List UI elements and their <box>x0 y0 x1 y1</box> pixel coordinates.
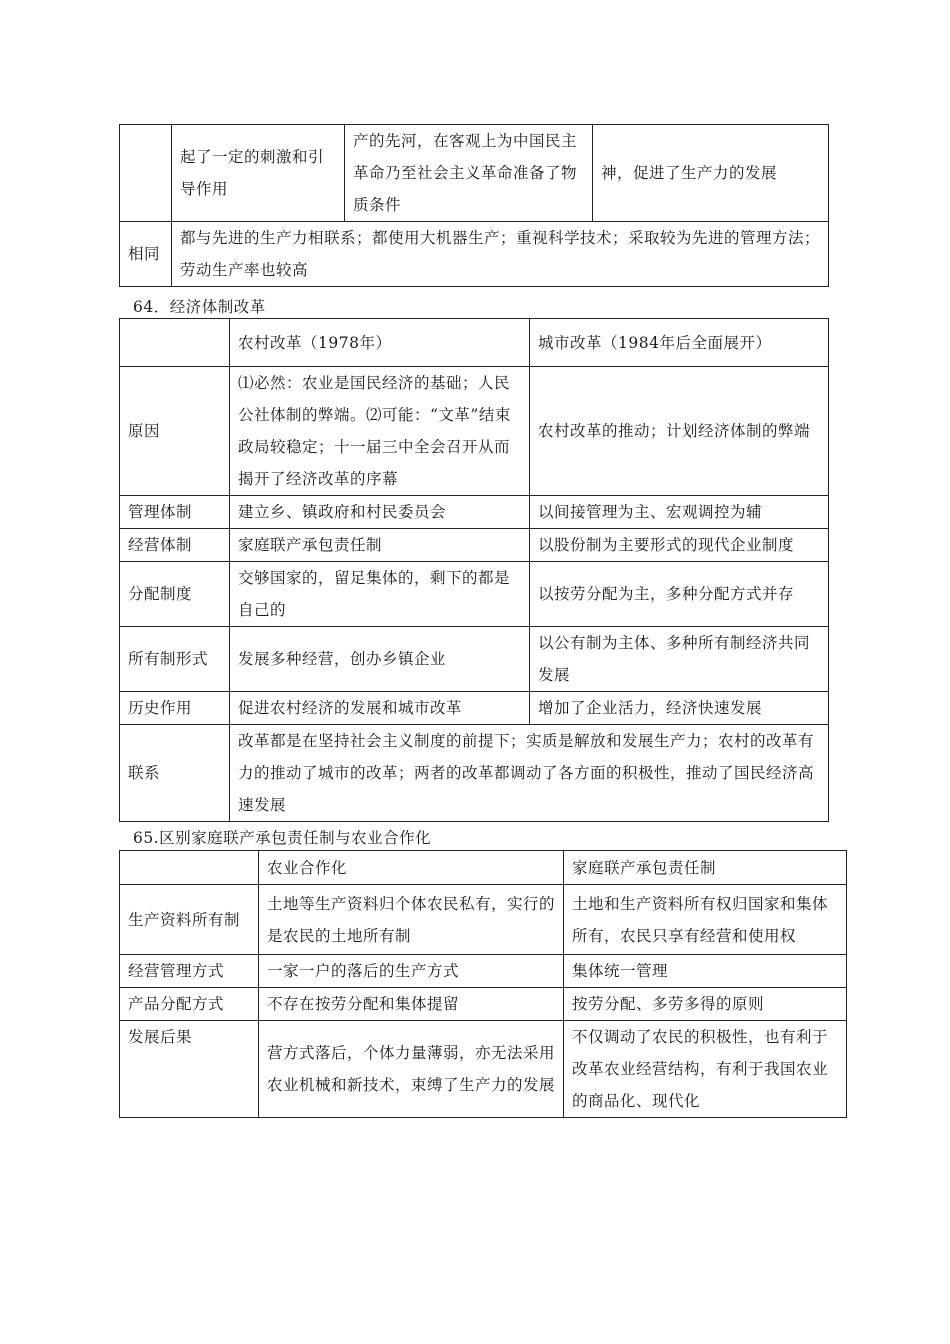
table-row <box>120 125 829 222</box>
table-row <box>120 692 829 725</box>
cell-text: 建立乡、镇政府和村民委员会 <box>230 496 530 529</box>
cell-text: 增加了企业活力，经济快速发展 <box>530 692 829 725</box>
table-row <box>120 955 847 988</box>
cell-text: 产的先河，在客观上为中国民主革命乃至社会主义革命准备了物质条件 <box>345 125 593 222</box>
cell-text: 以公有制为主体、多种所有制经济共同发展 <box>530 627 829 692</box>
table-header-row <box>120 319 829 367</box>
row-label: 产品分配方式 <box>120 988 259 1021</box>
cell-text: ⑴必然：农业是国民经济的基础；人民公社体制的弊端。⑵可能：“文革”结束政局较稳定；十一届三中全会召开从而揭开了经济改革的序幕 <box>230 367 530 496</box>
table-row <box>120 988 847 1021</box>
cell-text: 农村改革的推动；计划经济体制的弊端 <box>530 367 829 496</box>
header-cell <box>120 851 259 885</box>
cell-text: 土地和生产资料所有权归国家和集体所有，农民只享有经营和使用权 <box>564 885 847 955</box>
cell-text: 神，促进了生产力的发展 <box>593 125 829 222</box>
cell-text: 营方式落后，个体力量薄弱，亦无法采用农业机械和新技术，束缚了生产力的发展 <box>259 1021 564 1118</box>
header-cell: 农村改革（1978年） <box>230 319 530 367</box>
table-row <box>120 725 829 822</box>
row-label: 原因 <box>120 367 230 496</box>
cell-text: 促进农村经济的发展和城市改革 <box>230 692 530 725</box>
cell-text: 按劳分配、多劳多得的原则 <box>564 988 847 1021</box>
cell-text: 改革都是在坚持社会主义制度的前提下；实质是解放和发展生产力；农村的改革有力的推动了城市的改革；两者的改革都调动了各方面的积极性，推动了国民经济高速发展 <box>230 725 829 822</box>
row-label: 发展后果 <box>120 1021 259 1118</box>
cell-text: 以股份制为主要形式的现代企业制度 <box>530 529 829 562</box>
table-row <box>120 222 829 287</box>
section-caption: 65.区别家庭联产承包责任制与农业合作化 <box>133 829 432 847</box>
table-row <box>120 885 847 955</box>
header-cell: 城市改革（1984年后全面展开） <box>530 319 829 367</box>
header-cell: 农业合作化 <box>259 851 564 885</box>
table-row <box>120 1021 847 1118</box>
row-label: 生产资料所有制 <box>120 885 259 955</box>
comparison-table-continued <box>119 124 829 287</box>
cell-text: 以按劳分配为主，多种分配方式并存 <box>530 562 829 627</box>
economic-reform-table <box>119 318 829 822</box>
table-header-row <box>120 851 847 885</box>
row-label: 所有制形式 <box>120 627 230 692</box>
row-label: 历史作用 <box>120 692 230 725</box>
header-cell: 家庭联产承包责任制 <box>564 851 847 885</box>
row-label: 相同 <box>120 222 172 287</box>
row-label: 联系 <box>120 725 230 822</box>
cell-text: 不存在按劳分配和集体提留 <box>259 988 564 1021</box>
section-caption: 64．经济体制改革 <box>133 298 266 316</box>
row-label: 分配制度 <box>120 562 230 627</box>
table-row <box>120 496 829 529</box>
cell-text: 起了一定的刺激和引导作用 <box>172 125 345 222</box>
row-label: 经营体制 <box>120 529 230 562</box>
cell-text: 交够国家的，留足集体的，剩下的都是自己的 <box>230 562 530 627</box>
table-row <box>120 367 829 496</box>
cell-text: 以间接管理为主、宏观调控为辅 <box>530 496 829 529</box>
cell-text: 不仅调动了农民的积极性，也有利于改革农业经营结构，有利于我国农业的商品化、现代化 <box>564 1021 847 1118</box>
cooperative-vs-household-table <box>119 850 847 1118</box>
header-cell <box>120 319 230 367</box>
row-label: 经营管理方式 <box>120 955 259 988</box>
table-row <box>120 562 829 627</box>
row-label: 管理体制 <box>120 496 230 529</box>
cell-text: 集体统一管理 <box>564 955 847 988</box>
row-label <box>120 125 172 222</box>
cell-text: 都与先进的生产力相联系；都使用大机器生产；重视科学技术；采取较为先进的管理方法；劳动生产率也较高 <box>172 222 829 287</box>
table-row <box>120 627 829 692</box>
cell-text: 土地等生产资料归个体农民私有，实行的是农民的土地所有制 <box>259 885 564 955</box>
cell-text: 家庭联产承包责任制 <box>230 529 530 562</box>
table-row <box>120 529 829 562</box>
cell-text: 一家一户的落后的生产方式 <box>259 955 564 988</box>
cell-text: 发展多种经营，创办乡镇企业 <box>230 627 530 692</box>
